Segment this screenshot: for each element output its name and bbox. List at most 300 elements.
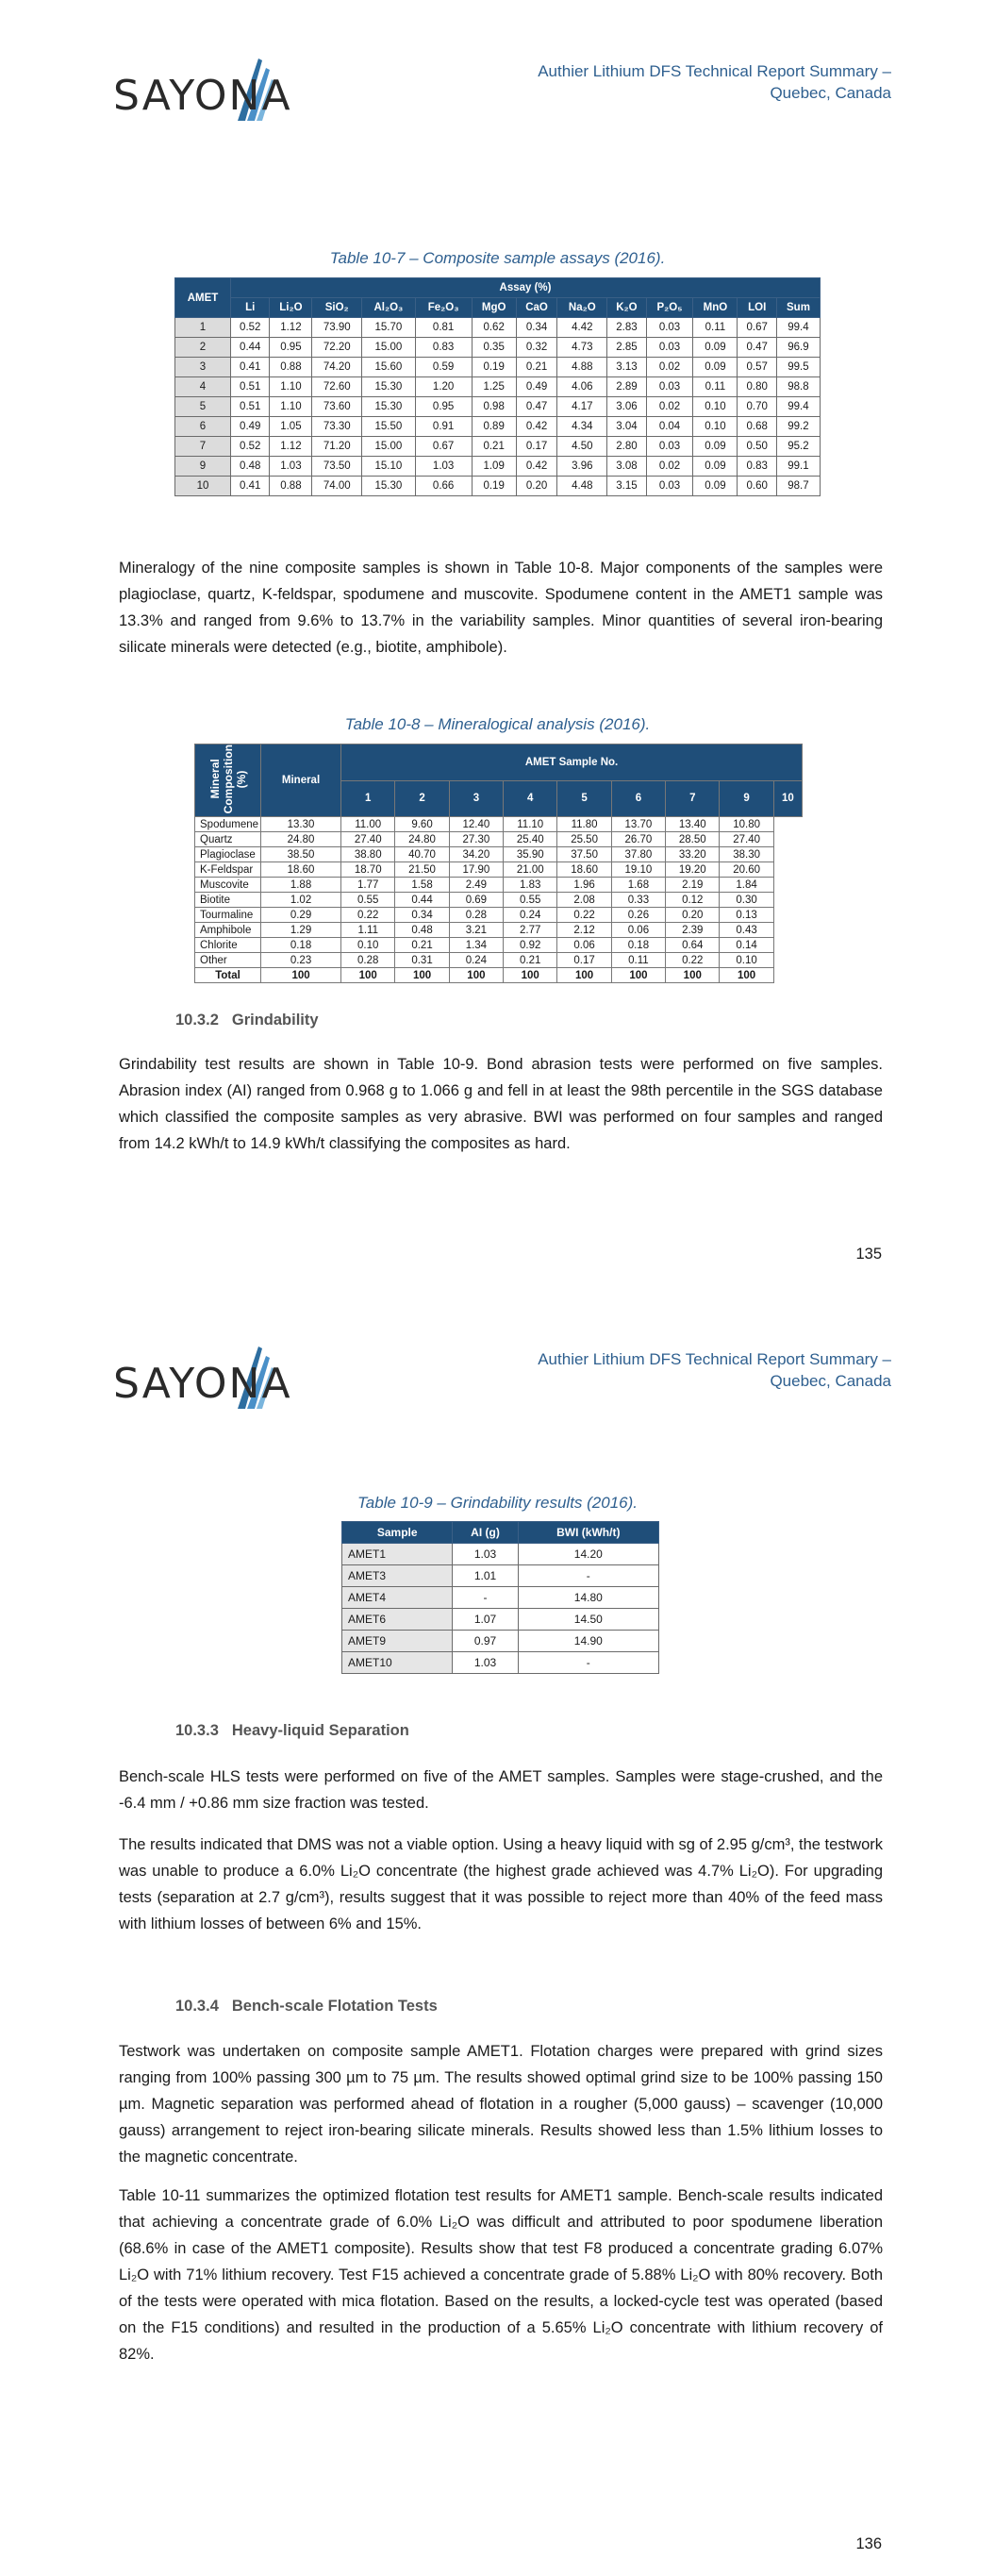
composition-cell: 2.19 bbox=[666, 878, 720, 893]
composition-cell: 25.50 bbox=[557, 832, 611, 847]
composition-cell: 10.80 bbox=[720, 817, 773, 832]
composition-cell: 0.34 bbox=[395, 908, 449, 923]
total-cell: 100 bbox=[611, 968, 665, 983]
sayona-logo: SAYONA bbox=[113, 72, 292, 120]
assay-cell: 99.1 bbox=[776, 457, 820, 477]
composition-cell: 2.77 bbox=[504, 923, 557, 938]
assay-cell: 3.96 bbox=[557, 457, 607, 477]
total-cell: 100 bbox=[341, 968, 395, 983]
assay-cell: 71.20 bbox=[312, 437, 362, 457]
page-136 bbox=[0, 1288, 995, 2576]
sample-column-header: 2 bbox=[395, 780, 449, 817]
assay-cell: 95.2 bbox=[776, 437, 820, 457]
assay-column-header: Li₂O bbox=[270, 298, 312, 318]
assay-cell: 98.7 bbox=[776, 477, 820, 496]
assay-cell: 0.17 bbox=[516, 437, 557, 457]
sample-id-cell: 9 bbox=[175, 457, 231, 477]
assay-cell: 0.21 bbox=[516, 358, 557, 377]
composition-cell: 27.40 bbox=[341, 832, 395, 847]
assay-cell: 4.50 bbox=[557, 437, 607, 457]
composition-cell: 37.80 bbox=[611, 847, 665, 862]
report-header bbox=[538, 1348, 891, 1392]
grindability-paragraph: Grindability test results are shown in Table 10-9. Bond abrasion tests were performed on five samples. Abrasion index (AI) ranged from 0.968 g to 1.066 g and fell in at least the 98th percentile in the SGS database which classified the composite samples as very abrasive. BWI was performed on four samples and ranged from 14.2 kWh/t to 14.9 kWh/t classifying the composites as hard. bbox=[119, 1056, 883, 1152]
composition-cell: 0.26 bbox=[611, 908, 665, 923]
assay-cell: 99.4 bbox=[776, 318, 820, 338]
sample-name-cell: AMET6 bbox=[342, 1609, 453, 1631]
assay-cell: 0.59 bbox=[415, 358, 472, 377]
table-row bbox=[195, 832, 803, 847]
assay-cell: 0.91 bbox=[415, 417, 472, 437]
total-cell: Total bbox=[195, 968, 261, 983]
hls-paragraph-2: The results indicated that DMS was not a viable option. Using a heavy liquid with sg of 2.95 g/cm³, the testwork was unable to produce a 6.0% Li₂O concentrate (the highest grade achieved was 4.7% Li₂O). For upgrading tests (separation at 2.7 g/cm³), results suggest that it was possible to reject more than 40% of the feed mass with lithium losses of between 6% and 15%. bbox=[119, 1836, 883, 1932]
assay-cell: 0.11 bbox=[693, 318, 738, 338]
table-row bbox=[195, 893, 803, 908]
table-row bbox=[195, 862, 803, 878]
grindability-heading: 10.3.2 Grindability bbox=[175, 1012, 319, 1029]
composition-cell: 26.70 bbox=[611, 832, 665, 847]
composition-cell: 0.14 bbox=[720, 938, 773, 953]
sample-id-cell: 3 bbox=[175, 358, 231, 377]
composition-cell: 18.60 bbox=[261, 862, 341, 878]
mineral-name-cell: Muscovite bbox=[195, 878, 261, 893]
assay-cell: 0.44 bbox=[231, 338, 270, 358]
assay-cell: 96.9 bbox=[776, 338, 820, 358]
composition-cell: 0.22 bbox=[341, 908, 395, 923]
composition-cell: 0.48 bbox=[395, 923, 449, 938]
assay-cell: 15.70 bbox=[362, 318, 416, 338]
table-10-7-caption: Table 10-7 – Composite sample assays (2016). bbox=[329, 249, 666, 267]
assay-column-header: Al₂O₃ bbox=[362, 298, 416, 318]
page-number: 136 bbox=[855, 2535, 882, 2552]
assay-cell: 0.67 bbox=[415, 437, 472, 457]
composition-cell: 0.55 bbox=[341, 893, 395, 908]
composition-cell: 0.55 bbox=[504, 893, 557, 908]
grindability-cell: 14.50 bbox=[518, 1609, 658, 1631]
composition-cell: 0.69 bbox=[449, 893, 503, 908]
grindability-cell: 1.03 bbox=[453, 1544, 518, 1565]
table-10-8-caption: Table 10-8 – Mineralogical analysis (2016). bbox=[344, 715, 651, 733]
assay-cell: 15.00 bbox=[362, 338, 416, 358]
composition-cell: 18.70 bbox=[341, 862, 395, 878]
assay-cell: 0.66 bbox=[415, 477, 472, 496]
assay-cell: 1.20 bbox=[415, 377, 472, 397]
composition-cell: 0.22 bbox=[557, 908, 611, 923]
composition-cell: 24.80 bbox=[261, 832, 341, 847]
table-row bbox=[175, 377, 821, 397]
composition-cell: 34.20 bbox=[449, 847, 503, 862]
assay-cell: 4.42 bbox=[557, 318, 607, 338]
composition-cell: 37.50 bbox=[557, 847, 611, 862]
table-row bbox=[195, 847, 803, 862]
table-row bbox=[342, 1652, 659, 1674]
mineralogy-paragraph: Mineralogy of the nine composite samples is shown in Table 10-8. Major components of the samples were plagioclase, quartz, K-feldspar, spodumene and muscovite. Spodumene content in the AMET1 sample was 13.3% and ranged from 9.6% to 13.7% in the variability samples. Minor quantities of several iron-bearing silicate minerals were detected (e.g., biotite, amphibole). bbox=[119, 560, 883, 656]
assay-cell: 99.2 bbox=[776, 417, 820, 437]
composition-cell: 0.64 bbox=[666, 938, 720, 953]
table-row bbox=[175, 318, 821, 338]
sample-name-cell: AMET3 bbox=[342, 1565, 453, 1587]
grindability-cell: 14.80 bbox=[518, 1587, 658, 1609]
assay-cell: 1.03 bbox=[415, 457, 472, 477]
composition-cell: 0.17 bbox=[557, 953, 611, 968]
assay-cell: 0.95 bbox=[270, 338, 312, 358]
total-cell: 100 bbox=[449, 968, 503, 983]
composition-cell: 28.50 bbox=[666, 832, 720, 847]
composition-cell: 0.43 bbox=[720, 923, 773, 938]
table-10-9-caption: Table 10-9 – Grindability results (2016). bbox=[357, 1494, 638, 1512]
composition-cell: 20.60 bbox=[720, 862, 773, 878]
table-row bbox=[342, 1565, 659, 1587]
sample-name-cell: AMET4 bbox=[342, 1587, 453, 1609]
composition-cell: 27.30 bbox=[449, 832, 503, 847]
assay-cell: 0.42 bbox=[516, 457, 557, 477]
composition-cell: 2.49 bbox=[449, 878, 503, 893]
flotation-paragraph-2: Table 10-11 summarizes the optimized flotation test results for AMET1 sample. Bench-scale results indicated that achieving a concentrate grade of 6.0% Li₂O was difficult and attributed to poor spodumene liberation (68.6% in case of the AMET1 composite). Results show that test F8 produced a concentrate grading 6.07% Li₂O with 71% lithium recovery. Test F15 achieved a concentrate grade of 5.88% Li₂O with 80% recovery. Both of the tests were operated with mica flotation. Based on the results, a locked-cycle test was operated (based on the F15 conditions) and resulted in the production of a 5.65% Li₂O concentrate with lithium recovery of 82%. bbox=[119, 2187, 883, 2363]
table-row bbox=[195, 953, 803, 968]
total-cell: 100 bbox=[720, 968, 773, 983]
table-row bbox=[342, 1544, 659, 1565]
composition-cell: 1.88 bbox=[261, 878, 341, 893]
assay-cell: 15.00 bbox=[362, 437, 416, 457]
grindability-cell: 0.97 bbox=[453, 1631, 518, 1652]
header-line-2: Quebec, Canada bbox=[770, 1372, 891, 1390]
assay-cell: 0.51 bbox=[231, 377, 270, 397]
sample-name-cell: AMET1 bbox=[342, 1544, 453, 1565]
assay-cell: 0.80 bbox=[738, 377, 776, 397]
composition-cell: 1.02 bbox=[261, 893, 341, 908]
composition-cell: 1.29 bbox=[261, 923, 341, 938]
assay-column-header: MnO bbox=[693, 298, 738, 318]
total-cell: 100 bbox=[504, 968, 557, 983]
composition-cell: 19.20 bbox=[666, 862, 720, 878]
composition-cell: 1.83 bbox=[504, 878, 557, 893]
assay-cell: 73.90 bbox=[312, 318, 362, 338]
assay-cell: 0.67 bbox=[738, 318, 776, 338]
assay-cell: 3.08 bbox=[607, 457, 646, 477]
grindability-cell: - bbox=[518, 1565, 658, 1587]
table-row bbox=[195, 938, 803, 953]
sample-id-cell: 5 bbox=[175, 397, 231, 417]
assay-cell: 1.05 bbox=[270, 417, 312, 437]
sample-name-cell: AMET9 bbox=[342, 1631, 453, 1652]
composition-cell: 12.40 bbox=[449, 817, 503, 832]
assay-cell: 0.19 bbox=[472, 477, 516, 496]
composition-cell: 1.77 bbox=[341, 878, 395, 893]
assay-cell: 99.4 bbox=[776, 397, 820, 417]
assay-cell: 0.49 bbox=[516, 377, 557, 397]
assay-cell: 15.10 bbox=[362, 457, 416, 477]
assay-cell: 0.47 bbox=[516, 397, 557, 417]
amet-header: AMET bbox=[175, 278, 231, 318]
assay-cell: 0.88 bbox=[270, 477, 312, 496]
assay-column-header: K₂O bbox=[607, 298, 646, 318]
composition-cell: 33.20 bbox=[666, 847, 720, 862]
composition-cell: 0.44 bbox=[395, 893, 449, 908]
assay-cell: 0.41 bbox=[231, 477, 270, 496]
assay-cell: 15.30 bbox=[362, 477, 416, 496]
composition-cell: 1.68 bbox=[611, 878, 665, 893]
composition-cell: 2.39 bbox=[666, 923, 720, 938]
sample-column-header: 4 bbox=[504, 780, 557, 817]
assay-cell: 2.89 bbox=[607, 377, 646, 397]
composition-cell: 0.31 bbox=[395, 953, 449, 968]
composition-cell: 38.30 bbox=[720, 847, 773, 862]
sample-id-cell: 4 bbox=[175, 377, 231, 397]
composition-cell: 13.70 bbox=[611, 817, 665, 832]
assay-column-header: MgO bbox=[472, 298, 516, 318]
grindability-cell: - bbox=[453, 1587, 518, 1609]
assay-cell: 0.09 bbox=[693, 358, 738, 377]
composition-cell: 25.40 bbox=[504, 832, 557, 847]
assay-cell: 1.12 bbox=[270, 318, 312, 338]
assay-cell: 0.04 bbox=[646, 417, 693, 437]
composition-cell: 1.96 bbox=[557, 878, 611, 893]
report-header bbox=[538, 60, 891, 104]
assay-cell: 0.09 bbox=[693, 437, 738, 457]
composition-cell: 38.80 bbox=[341, 847, 395, 862]
assay-cell: 1.12 bbox=[270, 437, 312, 457]
total-cell: 100 bbox=[261, 968, 341, 983]
assay-cell: 15.30 bbox=[362, 377, 416, 397]
assay-cell: 15.50 bbox=[362, 417, 416, 437]
mineral-composition-side-label: Mineral Composition (%) bbox=[195, 744, 261, 817]
composition-cell: 0.23 bbox=[261, 953, 341, 968]
assay-cell: 0.03 bbox=[646, 338, 693, 358]
composition-cell: 1.11 bbox=[341, 923, 395, 938]
sample-column-header: 9 bbox=[720, 780, 773, 817]
composition-cell: 0.18 bbox=[261, 938, 341, 953]
sample-column-header: 10 bbox=[773, 780, 802, 817]
hls-paragraph-1: Bench-scale HLS tests were performed on five of the AMET samples. Samples were stage-crushed, and the -6.4 mm / +0.86 mm size fraction was tested. bbox=[119, 1768, 883, 1812]
composition-cell: 11.00 bbox=[341, 817, 395, 832]
composition-cell: 0.29 bbox=[261, 908, 341, 923]
assay-cell: 73.60 bbox=[312, 397, 362, 417]
mineral-name-cell: Spodumene bbox=[195, 817, 261, 832]
mineral-header: Mineral bbox=[261, 744, 341, 817]
assay-cell: 3.06 bbox=[607, 397, 646, 417]
sayona-logo: SAYONA bbox=[113, 1360, 292, 1408]
assay-cell: 1.25 bbox=[472, 377, 516, 397]
flotation-heading: 10.3.4 Bench-scale Flotation Tests bbox=[175, 1998, 438, 2015]
header-line-1: Authier Lithium DFS Technical Report Summary – bbox=[538, 1350, 891, 1368]
assay-cell: 0.47 bbox=[738, 338, 776, 358]
assay-cell: 4.48 bbox=[557, 477, 607, 496]
composition-cell: 0.10 bbox=[341, 938, 395, 953]
assay-cell: 15.60 bbox=[362, 358, 416, 377]
amet-sample-group-header: AMET Sample No. bbox=[341, 744, 803, 781]
assay-cell: 4.17 bbox=[557, 397, 607, 417]
grindability-cell: 14.20 bbox=[518, 1544, 658, 1565]
assay-cell: 72.60 bbox=[312, 377, 362, 397]
table-row bbox=[175, 358, 821, 377]
mineral-name-cell: Quartz bbox=[195, 832, 261, 847]
composition-cell: 13.40 bbox=[666, 817, 720, 832]
assay-cell: 0.51 bbox=[231, 397, 270, 417]
composition-cell: 0.24 bbox=[449, 953, 503, 968]
assay-cell: 0.83 bbox=[738, 457, 776, 477]
composition-cell: 0.06 bbox=[557, 938, 611, 953]
assay-cell: 0.02 bbox=[646, 397, 693, 417]
assay-cell: 2.85 bbox=[607, 338, 646, 358]
assay-column-header: Na₂O bbox=[557, 298, 607, 318]
sample-column-header: 6 bbox=[611, 780, 665, 817]
composition-cell: 1.34 bbox=[449, 938, 503, 953]
assay-cell: 0.41 bbox=[231, 358, 270, 377]
composition-cell: 0.20 bbox=[666, 908, 720, 923]
assay-cell: 0.52 bbox=[231, 318, 270, 338]
table-row bbox=[175, 457, 821, 477]
assay-cell: 0.20 bbox=[516, 477, 557, 496]
assay-group-header: Assay (%) bbox=[231, 278, 821, 298]
assay-cell: 15.30 bbox=[362, 397, 416, 417]
composition-cell: 9.60 bbox=[395, 817, 449, 832]
composition-cell: 0.18 bbox=[611, 938, 665, 953]
grindability-cell: 1.07 bbox=[453, 1609, 518, 1631]
composition-cell: 40.70 bbox=[395, 847, 449, 862]
composition-cell: 2.08 bbox=[557, 893, 611, 908]
grindability-cell: 1.03 bbox=[453, 1652, 518, 1674]
assay-cell: 0.02 bbox=[646, 358, 693, 377]
table-row bbox=[342, 1631, 659, 1652]
table-row bbox=[195, 878, 803, 893]
composition-cell: 3.21 bbox=[449, 923, 503, 938]
composition-cell: 21.00 bbox=[504, 862, 557, 878]
assay-cell: 0.70 bbox=[738, 397, 776, 417]
assay-cell: 3.15 bbox=[607, 477, 646, 496]
table-row bbox=[195, 923, 803, 938]
header-line-2: Quebec, Canada bbox=[770, 84, 891, 102]
table-row bbox=[175, 417, 821, 437]
assay-cell: 1.10 bbox=[270, 377, 312, 397]
sample-column-header: 3 bbox=[449, 780, 503, 817]
composition-cell: 19.10 bbox=[611, 862, 665, 878]
assay-column-header: P₂O₅ bbox=[646, 298, 693, 318]
sample-id-cell: 10 bbox=[175, 477, 231, 496]
composition-cell: 38.50 bbox=[261, 847, 341, 862]
mineral-name-cell: Chlorite bbox=[195, 938, 261, 953]
table-row bbox=[195, 817, 803, 832]
composition-cell: 0.28 bbox=[341, 953, 395, 968]
composition-cell: 0.13 bbox=[720, 908, 773, 923]
assay-cell: 0.09 bbox=[693, 338, 738, 358]
sample-id-cell: 2 bbox=[175, 338, 231, 358]
assay-cell: 4.88 bbox=[557, 358, 607, 377]
mineral-name-cell: Other bbox=[195, 953, 261, 968]
table-row bbox=[175, 437, 821, 457]
sample-id-cell: 6 bbox=[175, 417, 231, 437]
assay-cell: 0.03 bbox=[646, 318, 693, 338]
assay-cell: 0.50 bbox=[738, 437, 776, 457]
composition-cell: 18.60 bbox=[557, 862, 611, 878]
assay-cell: 73.50 bbox=[312, 457, 362, 477]
composition-cell: 13.30 bbox=[261, 817, 341, 832]
composition-cell: 0.92 bbox=[504, 938, 557, 953]
assay-cell: 0.95 bbox=[415, 397, 472, 417]
grindability-column-header: Sample bbox=[342, 1522, 453, 1544]
assay-cell: 3.04 bbox=[607, 417, 646, 437]
mineral-name-cell: Tourmaline bbox=[195, 908, 261, 923]
composition-cell: 0.12 bbox=[666, 893, 720, 908]
assay-cell: 0.21 bbox=[472, 437, 516, 457]
assay-column-header: SiO₂ bbox=[312, 298, 362, 318]
assay-cell: 0.42 bbox=[516, 417, 557, 437]
assay-cell: 2.80 bbox=[607, 437, 646, 457]
composite-assays-table bbox=[174, 277, 821, 496]
sample-id-cell: 1 bbox=[175, 318, 231, 338]
total-cell: 100 bbox=[666, 968, 720, 983]
assay-cell: 0.10 bbox=[693, 397, 738, 417]
assay-cell: 1.10 bbox=[270, 397, 312, 417]
assay-cell: 4.06 bbox=[557, 377, 607, 397]
table-row bbox=[195, 908, 803, 923]
composition-cell: 0.11 bbox=[611, 953, 665, 968]
composition-cell: 0.22 bbox=[666, 953, 720, 968]
assay-cell: 0.19 bbox=[472, 358, 516, 377]
assay-cell: 0.83 bbox=[415, 338, 472, 358]
assay-cell: 0.03 bbox=[646, 437, 693, 457]
assay-cell: 74.00 bbox=[312, 477, 362, 496]
table-row bbox=[175, 338, 821, 358]
composition-cell: 17.90 bbox=[449, 862, 503, 878]
assay-cell: 3.13 bbox=[607, 358, 646, 377]
sample-id-cell: 7 bbox=[175, 437, 231, 457]
composition-cell: 27.40 bbox=[720, 832, 773, 847]
assay-column-header: Sum bbox=[776, 298, 820, 318]
assay-cell: 0.68 bbox=[738, 417, 776, 437]
table-row bbox=[342, 1609, 659, 1631]
composition-cell: 11.10 bbox=[504, 817, 557, 832]
composition-cell: 0.21 bbox=[504, 953, 557, 968]
grindability-column-header: AI (g) bbox=[453, 1522, 518, 1544]
assay-cell: 1.03 bbox=[270, 457, 312, 477]
assay-cell: 0.03 bbox=[646, 377, 693, 397]
assay-column-header: CaO bbox=[516, 298, 557, 318]
assay-cell: 99.5 bbox=[776, 358, 820, 377]
assay-cell: 0.88 bbox=[270, 358, 312, 377]
assay-cell: 0.62 bbox=[472, 318, 516, 338]
grindability-cell: - bbox=[518, 1652, 658, 1674]
composition-cell: 1.84 bbox=[720, 878, 773, 893]
composition-cell: 24.80 bbox=[395, 832, 449, 847]
total-cell: 100 bbox=[557, 968, 611, 983]
total-row bbox=[195, 968, 803, 983]
assay-cell: 73.30 bbox=[312, 417, 362, 437]
composition-cell: 0.33 bbox=[611, 893, 665, 908]
composition-cell: 0.06 bbox=[611, 923, 665, 938]
assay-cell: 4.34 bbox=[557, 417, 607, 437]
composition-cell: 11.80 bbox=[557, 817, 611, 832]
assay-cell: 72.20 bbox=[312, 338, 362, 358]
composition-cell: 0.10 bbox=[720, 953, 773, 968]
sample-column-header: 5 bbox=[557, 780, 611, 817]
assay-cell: 0.48 bbox=[231, 457, 270, 477]
assay-column-header: Li bbox=[231, 298, 270, 318]
header-line-1: Authier Lithium DFS Technical Report Summary – bbox=[538, 62, 891, 80]
assay-cell: 0.09 bbox=[693, 477, 738, 496]
assay-cell: 0.89 bbox=[472, 417, 516, 437]
composition-cell: 0.30 bbox=[720, 893, 773, 908]
sample-column-header: 7 bbox=[666, 780, 720, 817]
assay-cell: 0.11 bbox=[693, 377, 738, 397]
assay-cell: 0.10 bbox=[693, 417, 738, 437]
mineralogical-analysis-table bbox=[194, 744, 803, 983]
assay-cell: 0.60 bbox=[738, 477, 776, 496]
grindability-cell: 14.90 bbox=[518, 1631, 658, 1652]
grindability-cell: 1.01 bbox=[453, 1565, 518, 1587]
assay-cell: 4.73 bbox=[557, 338, 607, 358]
composition-cell: 2.12 bbox=[557, 923, 611, 938]
mineral-name-cell: Plagioclase bbox=[195, 847, 261, 862]
assay-cell: 0.02 bbox=[646, 457, 693, 477]
